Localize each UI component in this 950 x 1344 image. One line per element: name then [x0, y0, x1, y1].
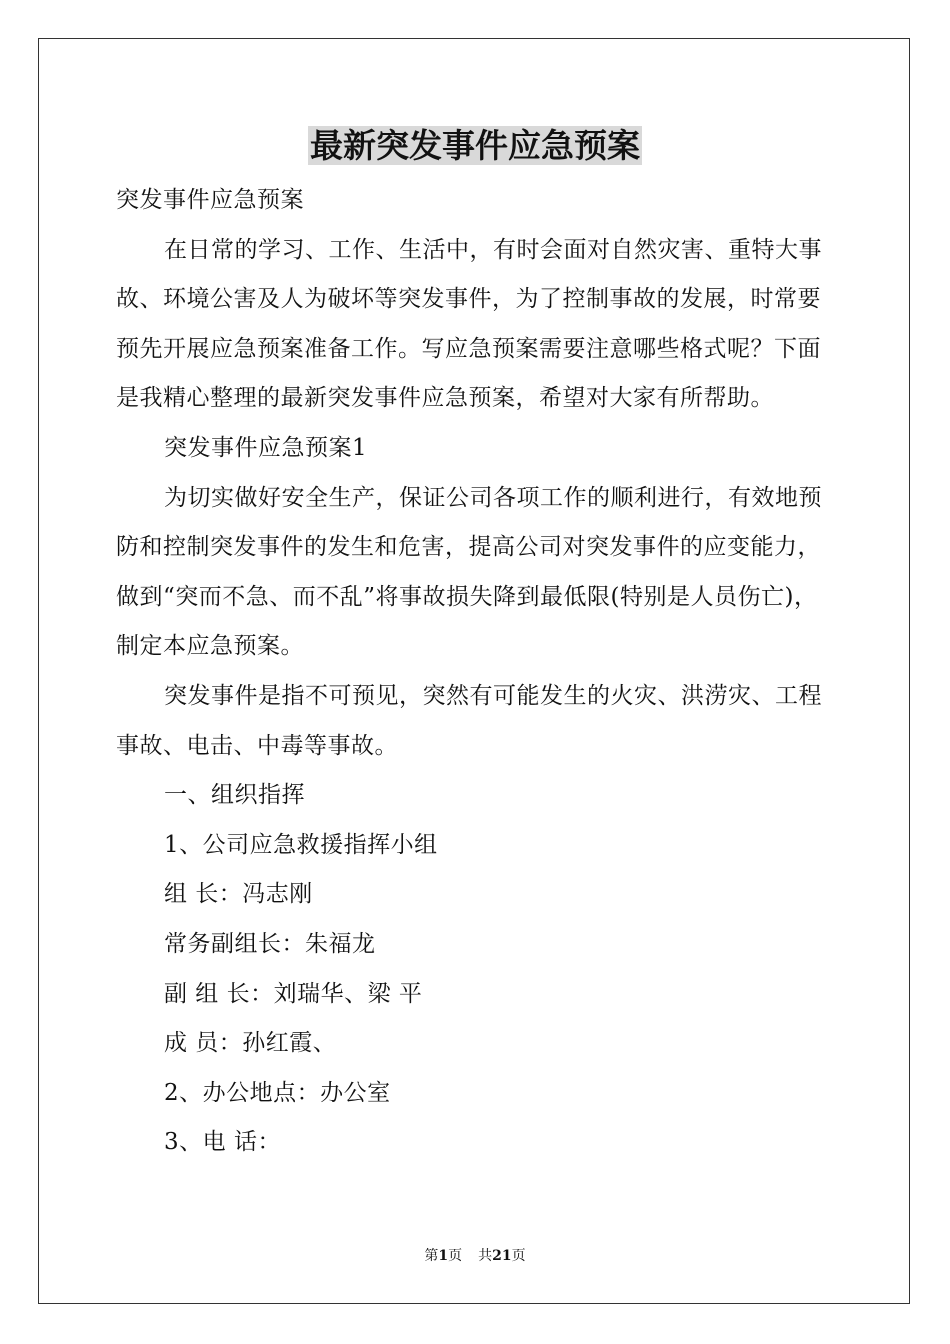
document-title [0, 124, 950, 168]
list-item: 3、电 话： [164, 1129, 281, 1156]
page-footer [0, 1246, 950, 1266]
list-item: 常务副组长：朱福龙 [164, 930, 376, 957]
list-item: 组 长：冯志刚 [164, 881, 313, 908]
total-prefix: 共 [478, 1248, 493, 1264]
list-item: 成 员：孙红霞、 [164, 1030, 337, 1057]
page-prefix: 第 [424, 1248, 439, 1264]
paragraph: 突发事件是指不可预见，突然有可能发生的火灾、洪涝灾、工程事故、电击、中毒等事故。 [116, 682, 822, 759]
total-suffix: 页 [511, 1248, 526, 1264]
paragraph: 为切实做好安全生产，保证公司各项工作的顺利进行，有效地预防和控制突发事件的发生和危害，提高公司对突发事件的应变能力，做到“突而不急、而不乱”将事故损失降到最低限(特别是人员伤亡)，制定本应急预案。 [116, 484, 822, 660]
page-number: 1 [438, 1248, 449, 1264]
list-item: 1、公司应急救援指挥小组 [164, 831, 438, 858]
list-item: 副 组 长：刘瑞华、梁 平 [164, 980, 423, 1007]
section-heading: 一、组织指挥 [164, 782, 305, 809]
section-heading: 突发事件应急预案1 [164, 434, 368, 461]
document-body [116, 176, 836, 1168]
paragraph: 突发事件应急预案 [116, 187, 304, 213]
document-title-text: 最新突发事件应急预案 [310, 126, 640, 165]
page-suffix: 页 [448, 1248, 463, 1264]
total-pages: 21 [492, 1248, 512, 1264]
paragraph: 在日常的学习、工作、生活中，有时会面对自然灾害、重特大事故、环境公害及人为破坏等突发事件，为了控制事故的发展，时常要预先开展应急预案准备工作。写应急预案需要注意哪些格式呢？下面是我精心整理的最新突发事件应急预案，希望对大家有所帮助。 [116, 236, 822, 412]
list-item: 2、办公地点：办公室 [164, 1079, 391, 1106]
